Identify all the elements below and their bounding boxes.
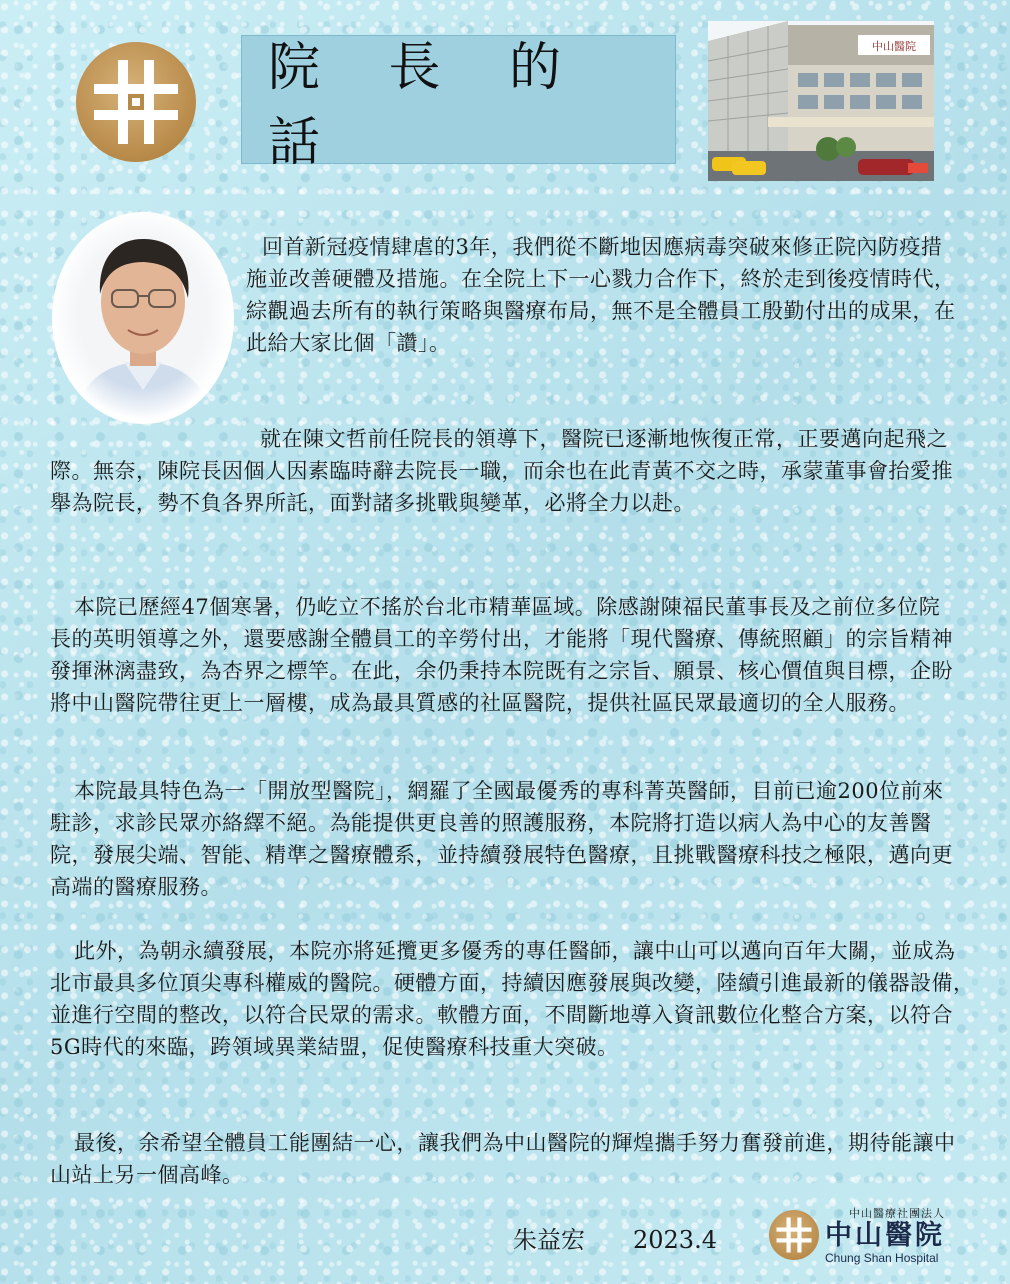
letter-paragraph-1: 回首新冠疫情肆虐的3年，我們從不斷地因應病毒突破來修正院內防疫措施並改善硬體及措施。在全院上下一心戮力合作下，終於走到後疫情時代，綜觀過去所有的執行策略與醫療布局，無不是全體員工殷勤付出的成果，在此給大家比個「讚」。 [246,235,956,355]
director-portrait-photo [52,212,234,424]
cross-emblem-graphic [88,54,184,150]
page-title: 院 長 的 話 [268,37,588,173]
hospital-emblem-icon [76,42,196,162]
letter-paragraph-2: 就在陳文哲前任院長的領導下，醫院已逐漸地恢復正常，正要邁向起飛之際。無奈，陳院長因個人因素臨時辭去院長一職，而余也在此青黃不交之時，承蒙董事會抬愛推舉為院長，勢不負各界所託，面對諸多挑戰與變革，必將全力以赴。 [50,427,953,515]
footer-logo-name: 中山醫院 [825,1220,945,1251]
letter-paragraph-3: 本院已歷經47個寒暑，仍屹立不搖於台北市精華區域。除感謝陳福民董事長及之前位多位院長的英明領導之外，還要感謝全體員工的辛勞付出，才能將「現代醫療、傳統照顧」的宗旨精神發揮淋漓盡致，為杏界之標竿。在此，余仍秉持本院既有之宗旨、願景、核心價值與目標，企盼將中山醫院帶往更上一層樓，成為最具質感的社區醫院，提供社區民眾最適切的全人服務。 [50,595,953,715]
hospital-building-photo [708,21,934,181]
letter-paragraph-6: 最後，余希望全體員工能團結一心，讓我們為中山醫院的輝煌攜手努力奮發前進，期待能讓中山站上另一個高峰。 [50,1131,956,1187]
footer-logo-subtitle: 中山醫療社團法人 [849,1207,945,1220]
footer-logo-english: Chung Shan Hospital [825,1251,939,1265]
page-title-box [241,35,676,173]
letter-paragraph-5: 此外，為朝永續發展，本院亦將延攬更多優秀的專任醫師，讓中山可以邁向百年大關，並成為北市最具多位頂尖專科權威的醫院。硬體方面，持續因應發展與改變，陸續引進最新的儀器設備，並進行空間的整改，以符合民眾的需求。軟體方面，不間斷地導入資訊數位化整合方案，以符合5G時代的來臨，跨領域異業結盟，促使醫療科技重大突破。 [50,939,975,1059]
signature-block [513,1220,717,1255]
signature-date: 2023.4 [633,1226,717,1254]
footer-emblem-icon [769,1210,819,1260]
letter-paragraph-4: 本院最具特色為一「開放型醫院」，網羅了全國最優秀的專科菁英醫師，目前已逾200位前來駐診，求診民眾亦絡繹不絕。為能提供更良善的照護服務，本院將打造以病人為中心的友善醫院，發展尖端、智能、精準之醫療體系，並持續發展特色醫療，且挑戰醫療科技之極限，邁向更高端的醫療服務。 [50,779,953,899]
building-sign-text: 中山醫院 [872,40,916,53]
footer-hospital-logo [769,1205,969,1265]
signature-name: 朱益宏 [513,1226,585,1254]
